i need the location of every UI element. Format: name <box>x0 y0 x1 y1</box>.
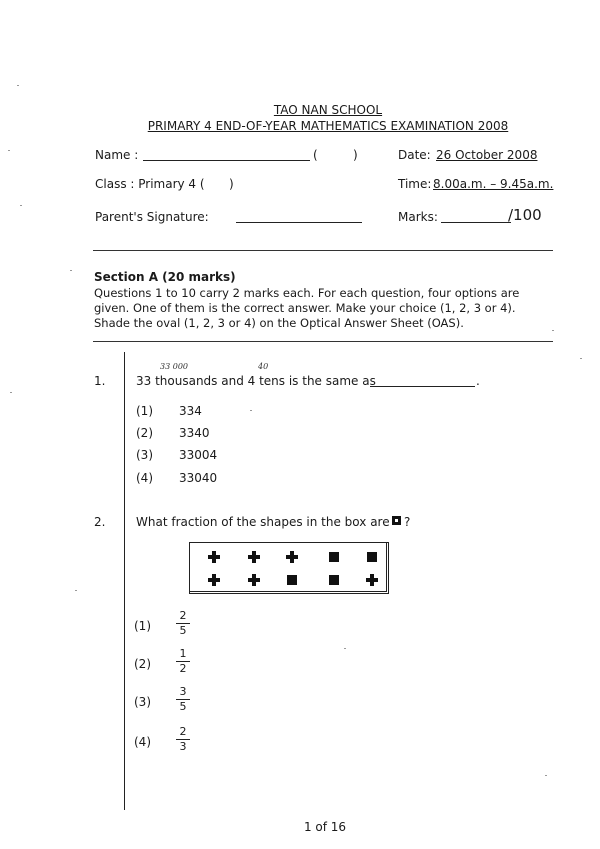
class-label: Class : Primary 4 ( <box>95 177 205 191</box>
section-a-divider <box>93 341 553 342</box>
time-label: Time: <box>398 177 432 191</box>
q1-option-4-value: 33040 <box>179 471 218 485</box>
fraction-denominator: 5 <box>179 700 187 713</box>
section-a-line-2: given. One of them is the correct answer. Make your choice (1, 2, 3 or 4). <box>94 301 516 315</box>
marks-label: Marks: <box>398 210 438 224</box>
q1-option-1-value: 334 <box>179 404 202 418</box>
square-shape-icon <box>329 575 339 585</box>
name-paren-open: ( <box>313 148 318 162</box>
plus-shape-icon <box>208 551 220 563</box>
q1-number: 1. <box>94 374 106 388</box>
q2-option-3-fraction <box>176 686 190 713</box>
page-number: 1 of 16 <box>303 820 347 834</box>
q1-answer-blank <box>370 386 475 387</box>
time-value: 8.00a.m. – 9.45a.m. <box>433 177 554 191</box>
margin-line <box>124 352 125 810</box>
fraction-denominator: 2 <box>179 662 187 675</box>
section-a-line-1: Questions 1 to 10 carry 2 marks each. For each question, four options are <box>94 286 520 300</box>
fraction-denominator: 3 <box>179 740 187 753</box>
fraction-numerator: 1 <box>179 647 187 660</box>
marks-field[interactable] <box>441 222 511 223</box>
date-label: Date: <box>398 148 431 162</box>
q1-handwriting-thousands: 33 000 <box>160 362 188 371</box>
fraction-numerator: 2 <box>179 725 187 738</box>
q2-option-2-label: (2) <box>134 657 151 671</box>
parent-signature-field[interactable] <box>236 222 362 223</box>
q1-option-2-label: (2) <box>136 426 153 440</box>
q1-handwriting-tens: 40 <box>258 362 269 371</box>
q1-option-2-value: 3340 <box>179 426 210 440</box>
section-a-title: Section A (20 marks) <box>94 270 236 284</box>
q1-option-4-label: (4) <box>136 471 153 485</box>
q2-text: What fraction of the shapes in the box are <box>136 515 390 529</box>
square-shape-icon <box>287 575 297 585</box>
q1-text: 33 thousands and 4 tens is the same as <box>136 374 376 388</box>
class-paren-close: ) <box>229 177 234 191</box>
q1-option-1-label: (1) <box>136 404 153 418</box>
q2-option-2-fraction <box>176 648 190 675</box>
fraction-numerator: 2 <box>179 609 187 622</box>
name-label: Name : <box>95 148 139 162</box>
school-name: TAO NAN SCHOOL <box>273 103 383 117</box>
date-value: 26 October 2008 <box>436 148 538 162</box>
parent-signature-label: Parent's Signature: <box>95 210 209 224</box>
q1-option-3-label: (3) <box>136 448 153 462</box>
square-shape-icon <box>392 516 401 525</box>
q1-end: . <box>476 374 480 388</box>
section-a-line-3: Shade the oval (1, 2, 3 or 4) on the Optical Answer Sheet (OAS). <box>94 316 464 330</box>
fraction-denominator: 5 <box>179 624 187 637</box>
q2-option-4-fraction <box>176 726 190 753</box>
exam-title: PRIMARY 4 END-OF-YEAR MATHEMATICS EXAMINATION 2008 <box>147 119 509 133</box>
plus-shape-icon <box>286 551 298 563</box>
q1-option-3-value: 33004 <box>179 448 218 462</box>
square-shape-icon <box>329 552 339 562</box>
plus-shape-icon <box>366 574 378 586</box>
shapes-box <box>189 542 389 594</box>
plus-shape-icon <box>248 551 260 563</box>
q2-option-3-label: (3) <box>134 695 151 709</box>
plus-shape-icon <box>248 574 260 586</box>
q2-option-4-label: (4) <box>134 735 151 749</box>
q2-end: ? <box>404 515 411 529</box>
q2-option-1-fraction <box>176 610 190 637</box>
plus-shape-icon <box>208 574 220 586</box>
q2-number: 2. <box>94 515 106 529</box>
q2-option-1-label: (1) <box>134 619 151 633</box>
header-divider <box>93 250 553 251</box>
name-paren-close: ) <box>353 148 358 162</box>
name-field[interactable] <box>143 160 310 161</box>
square-shape-icon <box>367 552 377 562</box>
fraction-numerator: 3 <box>179 685 187 698</box>
marks-total: /100 <box>508 206 542 224</box>
